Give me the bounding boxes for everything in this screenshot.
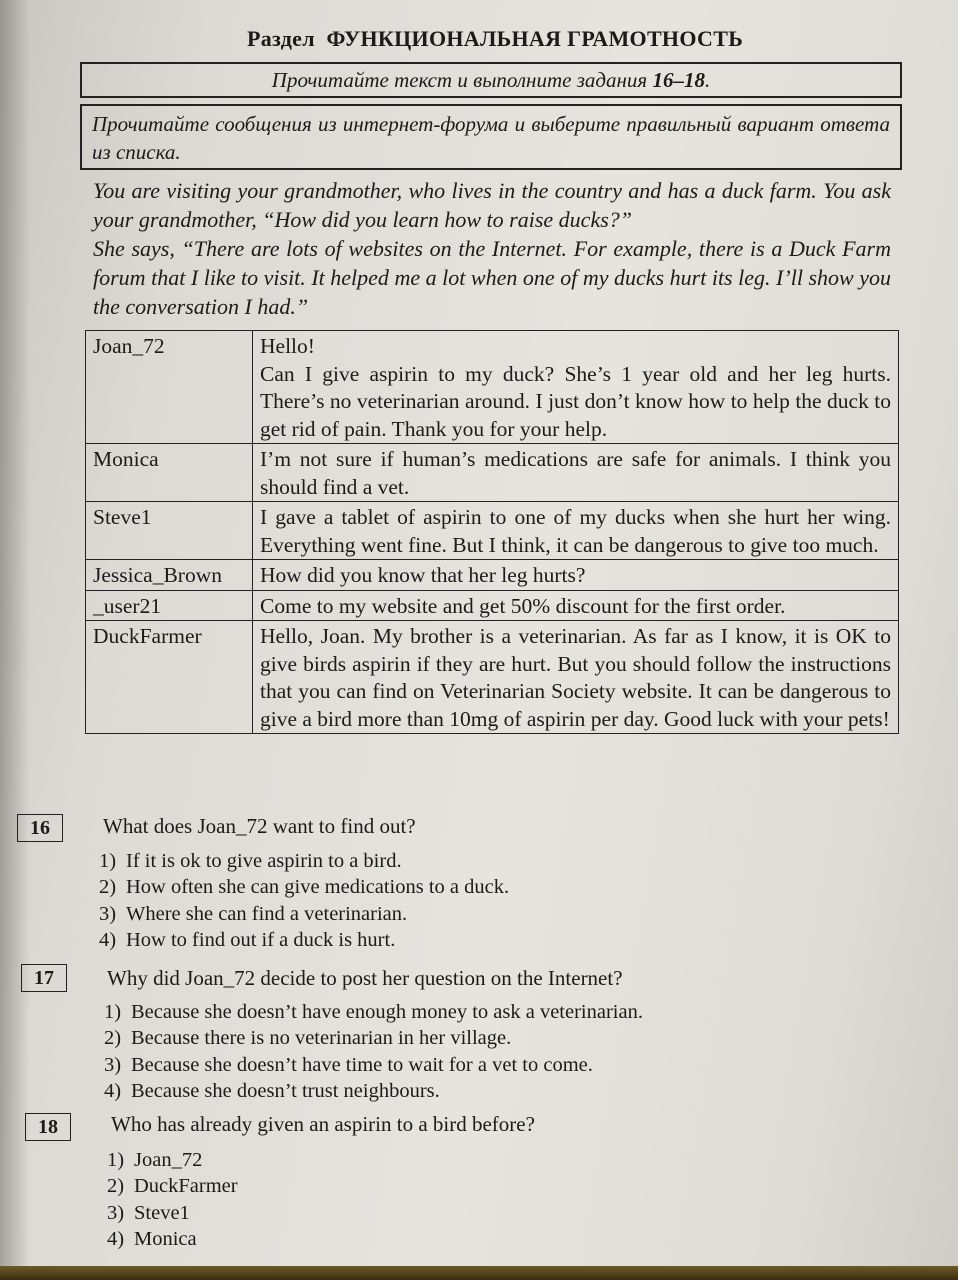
task-instruction-box — [80, 62, 902, 98]
question-text: What does Joan_72 want to find out? — [103, 814, 416, 838]
answer-option — [107, 1200, 238, 1226]
answer-option — [99, 874, 509, 900]
option-number: 1) — [99, 850, 117, 872]
option-text: Because there is no veterinarian in her village. — [131, 1027, 512, 1050]
question-number-box: 18 — [25, 1113, 71, 1141]
option-number: 4) — [107, 1227, 125, 1250]
message-line: Can I give aspirin to my duck? She’s 1 year old and her leg hurts. There’s no veterinarian around. I just don’t know how to help the duck to get rid of pain. Thank you for your help. — [260, 361, 891, 441]
option-text: Because she doesn’t have time to wait for a vet to come. — [131, 1053, 593, 1076]
option-text: Joan_72 — [134, 1149, 203, 1171]
photo-shadow-left — [0, 0, 30, 1280]
forum-user: Jessica_Brown — [86, 560, 253, 591]
section-name: ФУНКЦИОНАЛЬНАЯ ГРАМОТНОСТЬ — [326, 26, 744, 51]
question-text: Who has already given an aspirin to a bird before? — [111, 1112, 535, 1136]
option-text: How to find out if a duck is hurt. — [126, 928, 396, 951]
option-text: How often she can give medications to a duck. — [126, 876, 510, 899]
answer-option — [104, 999, 643, 1025]
option-text: Steve1 — [134, 1201, 190, 1224]
answer-option — [99, 848, 509, 874]
forum-message — [253, 621, 899, 734]
forum-row — [86, 621, 899, 734]
message-line: How did you know that her leg hurts? — [260, 563, 586, 587]
forum-message — [253, 331, 899, 444]
forum-table — [85, 330, 899, 734]
forum-row — [86, 560, 899, 591]
option-number: 4) — [99, 928, 117, 951]
forum-user: DuckFarmer — [86, 621, 253, 734]
option-number: 3) — [107, 1201, 125, 1224]
option-text: Monica — [134, 1227, 197, 1250]
answer-options — [107, 1147, 238, 1252]
option-text: DuckFarmer — [134, 1175, 238, 1198]
forum-user: Monica — [86, 444, 253, 502]
forum-row — [86, 502, 899, 560]
message-line: Hello, Joan. My brother is a veterinarian. As far as I know, it is OK to give birds aspirin if they are hurt. But you should follow the instructions that you can find on Veterinarian Society website. It can be dangerous to give a bird more than 10mg of aspirin per day. Good luck with your pets! — [260, 624, 891, 731]
answer-options — [104, 999, 643, 1104]
answer-options — [99, 848, 509, 953]
forum-row — [86, 590, 899, 621]
answer-option — [104, 1052, 643, 1078]
question-number-box: 16 — [17, 814, 63, 842]
option-number: 1) — [107, 1149, 125, 1171]
option-number: 4) — [104, 1079, 122, 1102]
task-end: . — [704, 68, 711, 92]
intro-paragraph: She says, “There are lots of websites on the Internet. For example, there is a Duck Farm forum that I like to visit. It helped me a lot when one of my ducks hurt its leg. I’ll show you the conversation I had.” — [93, 236, 891, 319]
answer-option — [99, 927, 509, 953]
option-text: If it is ok to give aspirin to a bird. — [126, 850, 402, 872]
forum-row — [86, 331, 899, 444]
option-text: Because she doesn’t have enough money to ask a veterinarian. — [131, 1001, 643, 1023]
question-text: Why did Joan_72 decide to post her question on the Internet? — [107, 966, 623, 990]
option-number: 3) — [104, 1053, 122, 1076]
forum-message — [253, 444, 899, 502]
message-line: Come to my website and get 50% discount for the first order. — [260, 593, 786, 618]
forum-instruction-box — [80, 104, 902, 170]
option-text: Because she doesn’t trust neighbours. — [131, 1079, 440, 1102]
section-label: Раздел — [246, 26, 315, 51]
option-number: 3) — [99, 902, 117, 925]
answer-option — [107, 1147, 238, 1173]
question-number-box: 17 — [21, 964, 67, 992]
answer-option — [107, 1226, 238, 1252]
task-range: 16–18 — [652, 68, 705, 92]
option-text: Where she can find a veterinarian. — [126, 902, 408, 925]
answer-option — [104, 1078, 643, 1104]
forum-message — [253, 560, 899, 591]
forum-user: Steve1 — [86, 502, 253, 560]
intro-text — [93, 176, 891, 321]
answer-option — [104, 1025, 643, 1051]
answer-option — [107, 1173, 238, 1199]
answer-option — [99, 901, 509, 927]
forum-message — [253, 502, 899, 560]
section-title — [0, 26, 958, 52]
message-line: I gave a tablet of aspirin to one of my ducks when she hurt her wing. Everything went fine. But I think, it can be dangerous to give too much. — [260, 505, 891, 557]
intro-paragraph: You are visiting your grandmother, who lives in the country and has a duck farm. You ask your grandmother, “How did you learn how to raise ducks?” — [93, 178, 891, 232]
option-number: 1) — [104, 1001, 122, 1023]
message-line: I’m not sure if human’s medications are safe for animals. I think you should find a vet. — [260, 447, 891, 499]
forum-user: Joan_72 — [86, 331, 253, 444]
message-line: Hello! — [260, 334, 315, 358]
option-number: 2) — [104, 1027, 122, 1050]
photo-bottom-edge — [0, 1266, 958, 1280]
forum-row — [86, 444, 899, 502]
forum-instruction: Прочитайте сообщения из интернет-форума и выберите правильный вариант ответа из списка. — [92, 112, 890, 164]
option-number: 2) — [99, 876, 117, 899]
task-text: Прочитайте текст и выполните задания — [271, 68, 648, 92]
option-number: 2) — [107, 1175, 125, 1198]
forum-message — [253, 590, 899, 621]
forum-user: _user21 — [86, 590, 253, 621]
